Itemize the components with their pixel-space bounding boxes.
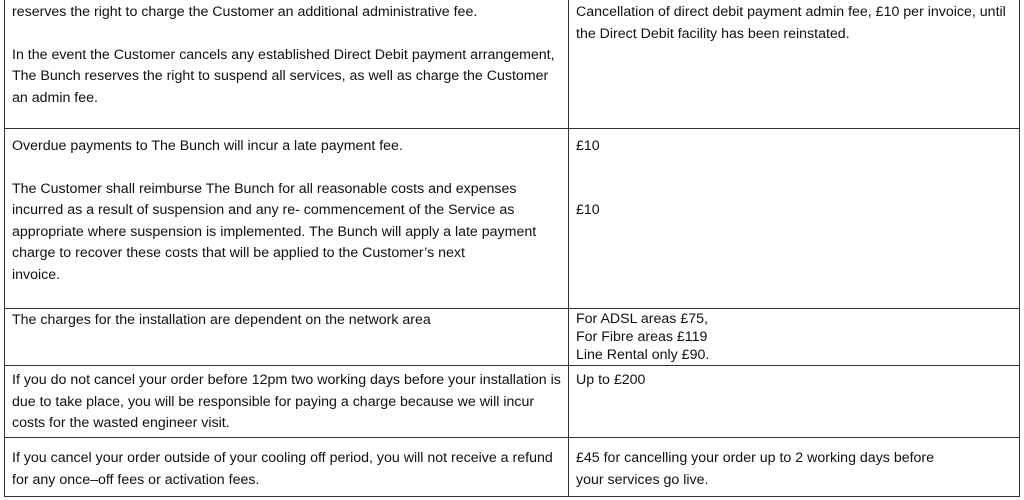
text: Cancellation of direct debit payment admin fee, £10 per invoice, until the Direct Debit facility has been reinstated. bbox=[576, 4, 1006, 42]
text: invoice. bbox=[12, 266, 61, 283]
description-cell bbox=[5, 438, 569, 497]
text: £10 bbox=[576, 138, 600, 154]
table-row bbox=[5, 0, 1020, 129]
text: If you do not cancel your order before 12pm two working days before your installation is due to take place, you will be responsible for paying a charge because we will incur costs for the wasted engineer visit. bbox=[12, 372, 561, 431]
text: In the event the Customer cancels any established Direct Debit payment arrangement, The Bunch reserves the right to suspend all services, as well as charge the Customer an admin fee. bbox=[12, 46, 555, 106]
text: The Customer shall reimburse The Bunch for all reasonable costs and expenses incurred as a result of suspension and any re- commencement of the Service as appropriate where suspension is implemented. The Bunch will apply a late payment charge to recover these costs that will be applied to the Customer’s next bbox=[12, 180, 537, 261]
description-cell bbox=[5, 0, 569, 129]
text: For Fibre areas £119 bbox=[576, 329, 708, 345]
table-row bbox=[5, 129, 1020, 309]
charge-cell bbox=[569, 129, 1020, 309]
description-cell bbox=[5, 309, 569, 366]
table-row bbox=[5, 438, 1020, 497]
text: Line Rental only £90. bbox=[576, 347, 710, 363]
table-row bbox=[5, 366, 1020, 438]
text: Up to £200 bbox=[576, 372, 646, 388]
text: The charges for the installation are dependent on the network area bbox=[12, 312, 431, 328]
text: If you cancel your order outside of your cooling off period, you will not receive a refund for any once–off fees or activation fees. bbox=[12, 450, 553, 488]
charge-cell bbox=[569, 0, 1020, 129]
text: Overdue payments to The Bunch will incur a late payment fee. bbox=[12, 138, 403, 154]
description-cell bbox=[5, 129, 569, 309]
description-cell bbox=[5, 366, 569, 438]
text: £45 for cancelling your order up to 2 working days before your services go live. bbox=[576, 450, 935, 488]
table-row bbox=[5, 309, 1020, 366]
charge-cell bbox=[569, 309, 1020, 366]
charges-table bbox=[4, 0, 1020, 497]
text: reserves the right to charge the Customer an additional administrative fee. bbox=[12, 4, 478, 20]
text: For ADSL areas £75, bbox=[576, 311, 708, 327]
text: £10 bbox=[576, 201, 600, 218]
charge-cell bbox=[569, 366, 1020, 438]
charge-cell bbox=[569, 438, 1020, 497]
